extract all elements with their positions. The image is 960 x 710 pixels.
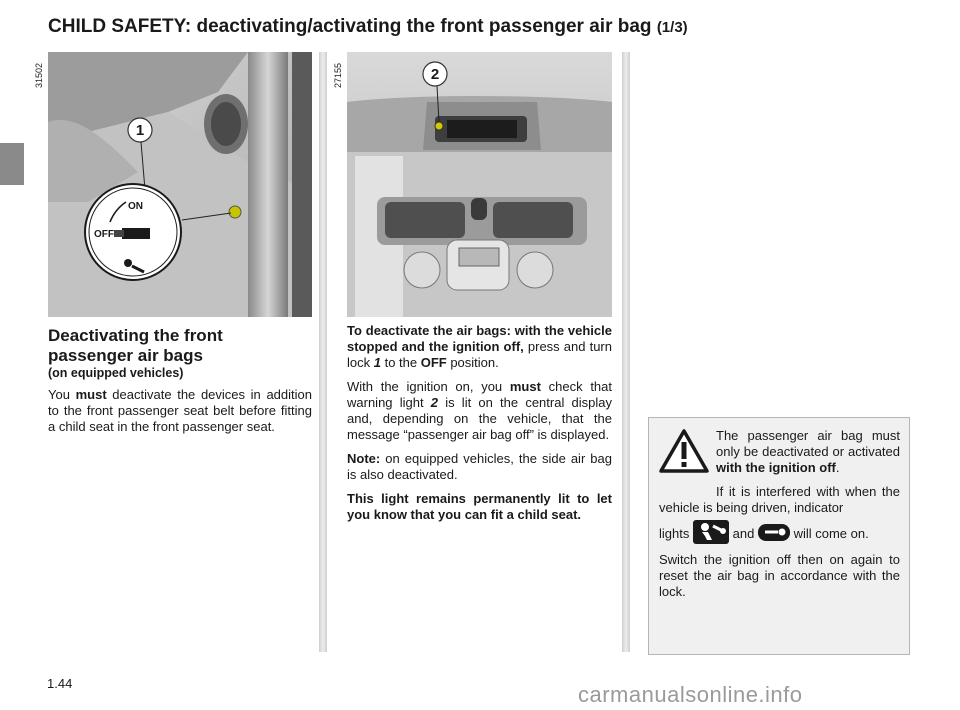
light-ref: 2 xyxy=(430,395,439,410)
text-bold: Note: xyxy=(347,451,381,466)
middle-paragraph-1 xyxy=(347,323,612,371)
warning-paragraph-4 xyxy=(659,552,900,600)
figure-code-left: 31502 xyxy=(34,62,44,88)
text-run: You xyxy=(48,387,76,402)
text-run: is lit on the central display and, depending on the vehicle, that the message “passenger air bag off” is displayed. xyxy=(347,395,612,442)
text-run: to the xyxy=(380,355,421,370)
callout-1: 1 xyxy=(135,122,145,139)
column-separator-1 xyxy=(319,52,327,652)
page-number: 1.44 xyxy=(47,676,73,691)
chapter-tab xyxy=(0,143,24,185)
figure-dashboard xyxy=(347,52,612,317)
text-bold: must xyxy=(509,379,541,394)
warning-box xyxy=(648,417,910,655)
page-title-text: CHILD SAFETY: deactivating/activating the front passenger air bag xyxy=(48,16,652,37)
figure-code-right: 27155 xyxy=(333,62,343,88)
warning-paragraph-3 xyxy=(659,520,900,544)
page-title xyxy=(48,16,688,38)
text-run: check that warning light xyxy=(347,379,613,410)
text-run: will come on. xyxy=(793,526,869,541)
text-run: on equipped vehicles, the side air bag is also deactivated. xyxy=(347,451,612,482)
passenger-airbag-off-icon xyxy=(693,520,729,544)
left-column xyxy=(48,326,312,443)
warning-text xyxy=(659,428,900,608)
callout-2: 2 xyxy=(430,66,440,83)
text-bold: with the ignition off xyxy=(716,460,836,475)
section-heading: Deactivating the front passenger air bags xyxy=(48,326,223,365)
text-run: . xyxy=(835,460,840,475)
lock-ref: 1 xyxy=(373,355,381,370)
text-bold: To deactivate the air bags: with the vehicle stopped and the ignition off, xyxy=(347,323,612,354)
middle-paragraph-3 xyxy=(347,451,612,483)
warning-paragraph-1 xyxy=(716,428,900,476)
left-paragraph-1 xyxy=(48,387,312,435)
middle-paragraph-2 xyxy=(347,379,612,443)
text-bold: This light remains permanently lit to let you know that you can fit a child seat. xyxy=(347,491,612,522)
lock-on-label: ON xyxy=(128,201,143,212)
text-run: With the ignition on, you xyxy=(347,379,510,394)
column-separator-2 xyxy=(622,52,630,652)
page-part: (1/3) xyxy=(656,19,688,36)
section-subheading: (on equipped vehicles) xyxy=(48,366,184,380)
text-bold: OFF xyxy=(420,355,447,370)
left-body xyxy=(48,387,312,435)
text-run: lights xyxy=(659,526,690,541)
figure-airbag-lock xyxy=(48,52,312,317)
warning-paragraph-2 xyxy=(659,484,900,516)
lock-off-label: OFF xyxy=(94,229,114,240)
text-bold: must xyxy=(75,387,107,402)
airbag-lock-illustration xyxy=(48,52,312,317)
middle-paragraph-4 xyxy=(347,491,612,523)
text-run: position. xyxy=(446,355,499,370)
text-run: The passenger air bag must only be deactivated or activated xyxy=(716,428,900,459)
text-run: If it is interfered with when the vehicle is being driven, indicator xyxy=(659,484,900,515)
watermark: carmanualsonline.info xyxy=(578,682,803,707)
middle-column xyxy=(347,323,612,531)
dashboard-illustration xyxy=(347,52,612,317)
text-run: Switch the ignition off then on again to reset the air bag in accordance with the lock. xyxy=(659,552,900,599)
airbag-fault-icon xyxy=(758,524,790,541)
text-run: deactivate the devices in addition to the front passenger seat belt before fitting a child seat in the front passenger seat. xyxy=(48,387,312,434)
text-run: and xyxy=(732,526,755,541)
text-run: press and turn lock xyxy=(347,339,612,370)
